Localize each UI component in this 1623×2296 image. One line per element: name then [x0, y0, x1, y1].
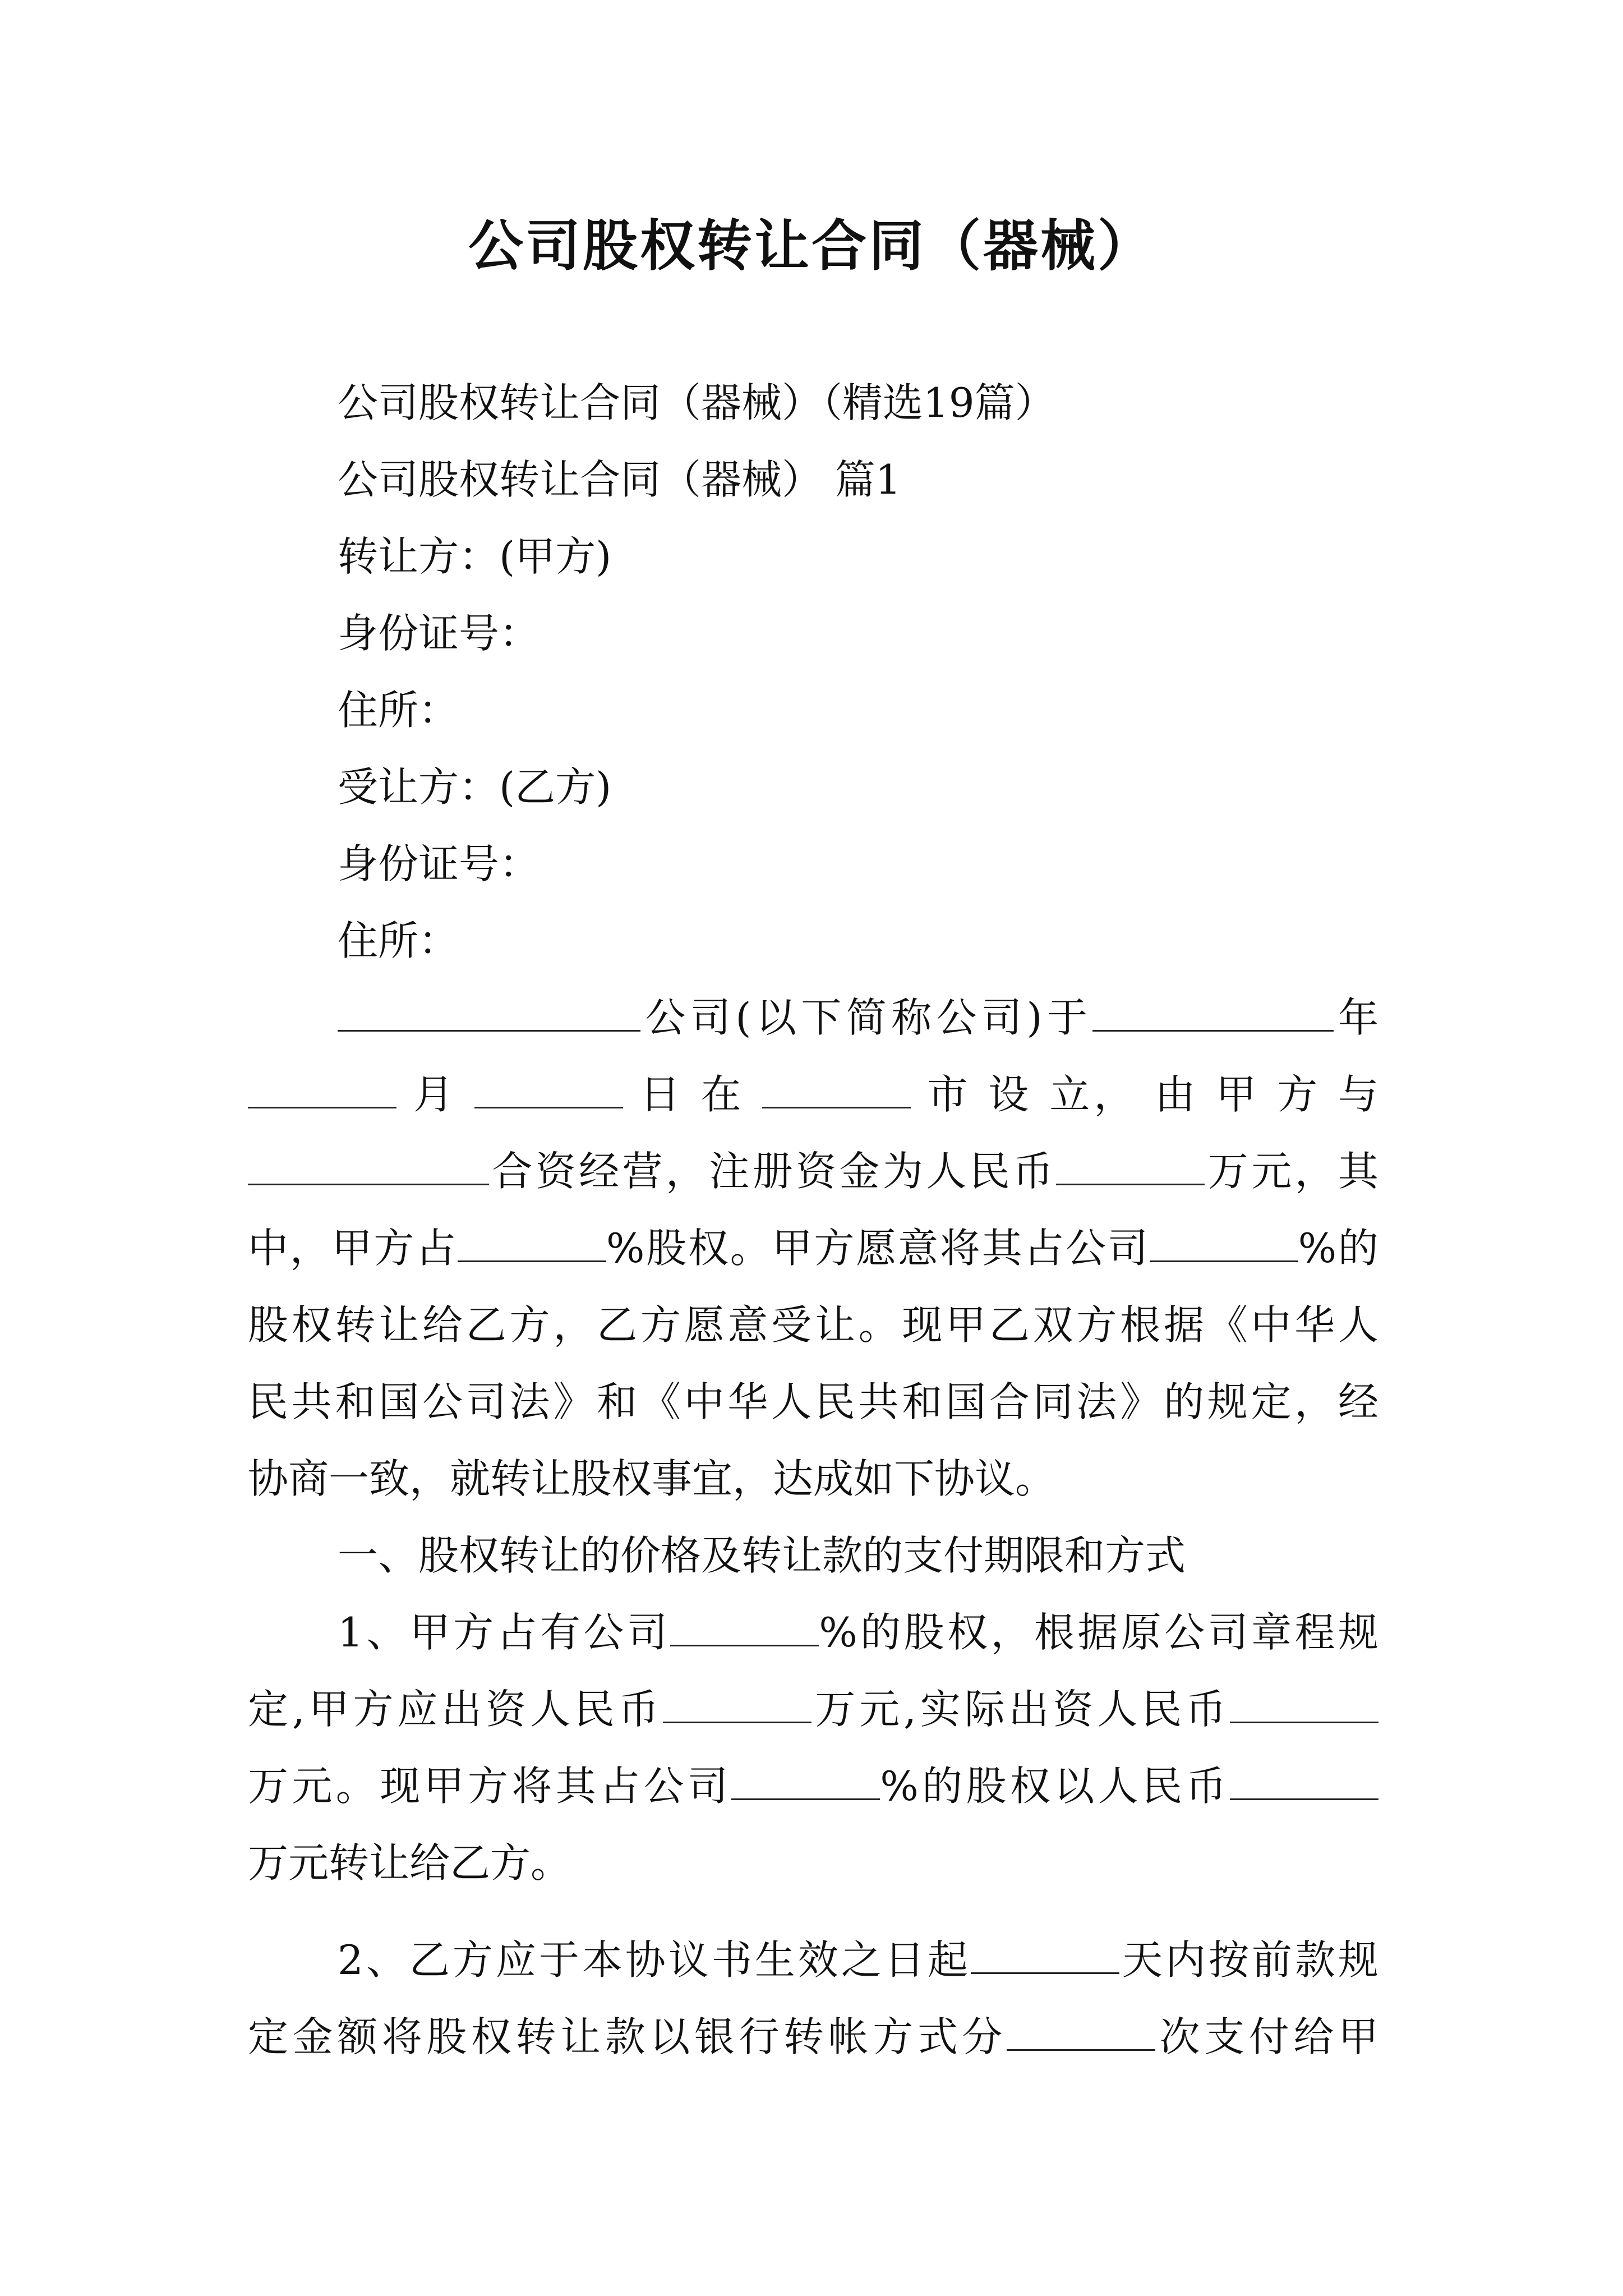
text-run: 市: [927, 1071, 972, 1118]
transferor-address-label: 住所：: [338, 687, 459, 734]
transferee-address-label: 住所：: [338, 917, 459, 964]
paragraph-line: [248, 1056, 1378, 1133]
transferor-id-label: 身份证号：: [338, 610, 540, 657]
text-run: %股权。甲方愿意将其占公司: [606, 1225, 1150, 1272]
blank-field: [663, 1688, 811, 1723]
text-run: 设: [988, 1071, 1033, 1118]
subtitle-line: 公司股权转让合同（器械）（精选19篇）: [338, 379, 1055, 426]
text-run: 合资经营，注册资金为人民币: [489, 1148, 1057, 1195]
text-run: 万元。现甲方将其占公司: [248, 1763, 732, 1810]
blank-field: [1092, 996, 1334, 1032]
paragraph-line: [248, 1133, 1378, 1210]
paragraph-line: [248, 1594, 1378, 1671]
paragraph-line: [248, 1748, 1378, 1825]
blank-field: [1230, 1688, 1378, 1723]
transferee-id-label: 身份证号：: [338, 840, 540, 887]
text-run: 甲: [1216, 1071, 1261, 1118]
text-run: 1、甲方占有公司: [338, 1609, 671, 1656]
text-run: 万元,实际出资人民币: [811, 1686, 1230, 1733]
text-run: 中，甲方占: [248, 1225, 458, 1272]
paragraph-line: 股权转让给乙方，乙方愿意受让。现甲乙双方根据《中华人: [248, 1301, 1378, 1349]
blank-field: [670, 1611, 819, 1646]
blank-field: [458, 1227, 606, 1262]
text-run: 与: [1338, 1071, 1379, 1118]
text-run: 公司(以下简称公司)于: [640, 994, 1092, 1041]
text-run: 定金额将股权转让款以银行转帐方式分: [248, 2013, 1007, 2060]
blank-field: [338, 996, 640, 1032]
text-run: 月: [413, 1071, 458, 1118]
blank-field: [1150, 1227, 1298, 1262]
transferee-label: 受让方：(乙方): [338, 763, 612, 811]
section-heading: 一、股权转让的价格及转让款的支付期限和方式: [338, 1532, 1186, 1579]
text-run: 由: [1155, 1071, 1200, 1118]
text-run: 万元，其: [1205, 1148, 1378, 1195]
blank-field: [971, 1939, 1119, 1974]
blank-field: [248, 1073, 396, 1108]
paragraph-line: [248, 1210, 1378, 1287]
document-body: [248, 365, 1378, 2076]
paragraph-line: 万元转让给乙方。: [248, 1839, 571, 1887]
text-run: %的: [1298, 1225, 1378, 1272]
paragraph-line: [248, 1999, 1378, 2076]
text-run: 定,甲方应出资人民币: [248, 1686, 663, 1733]
text-run: 次支付给甲: [1155, 2013, 1378, 2060]
intro-paragraph: [248, 979, 1378, 1517]
blank-field: [248, 1150, 489, 1185]
text-run: %的股权，根据原公司章程规: [819, 1609, 1379, 1656]
paragraph-line: 协商一致，就转让股权事宜，达成如下协议。: [248, 1455, 1056, 1502]
paragraph-line: 民共和国公司法》和《中华人民共和国合同法》的规定，经: [248, 1378, 1378, 1425]
paragraph-line: [248, 979, 1378, 1056]
text-run: 2、乙方应于本协议书生效之日起: [338, 1936, 971, 1984]
paragraph-line: [248, 1671, 1378, 1748]
clause-2: [248, 1922, 1378, 2076]
text-run: %的股权以人民币: [880, 1763, 1230, 1810]
blank-field: [474, 1073, 623, 1108]
paragraph-line: [248, 1922, 1378, 1999]
blank-field: [1056, 1150, 1205, 1185]
chapter-heading: 公司股权转让合同（器械） 篇1: [338, 456, 901, 503]
text-run: 天内按前款规: [1119, 1936, 1378, 1984]
text-run: 立，: [1049, 1071, 1138, 1118]
blank-field: [762, 1073, 911, 1108]
text-run: 日: [639, 1071, 684, 1118]
blank-field: [731, 1765, 880, 1800]
transferor-label: 转让方：(甲方): [338, 533, 612, 580]
text-run: 在: [700, 1071, 745, 1118]
clause-1: [248, 1594, 1378, 1902]
text-run: 方: [1277, 1071, 1322, 1118]
text-run: 年: [1333, 994, 1378, 1041]
document-title: 公司股权转让合同（器械）: [468, 214, 1155, 278]
blank-field: [1230, 1765, 1378, 1800]
blank-field: [1007, 2016, 1155, 2051]
